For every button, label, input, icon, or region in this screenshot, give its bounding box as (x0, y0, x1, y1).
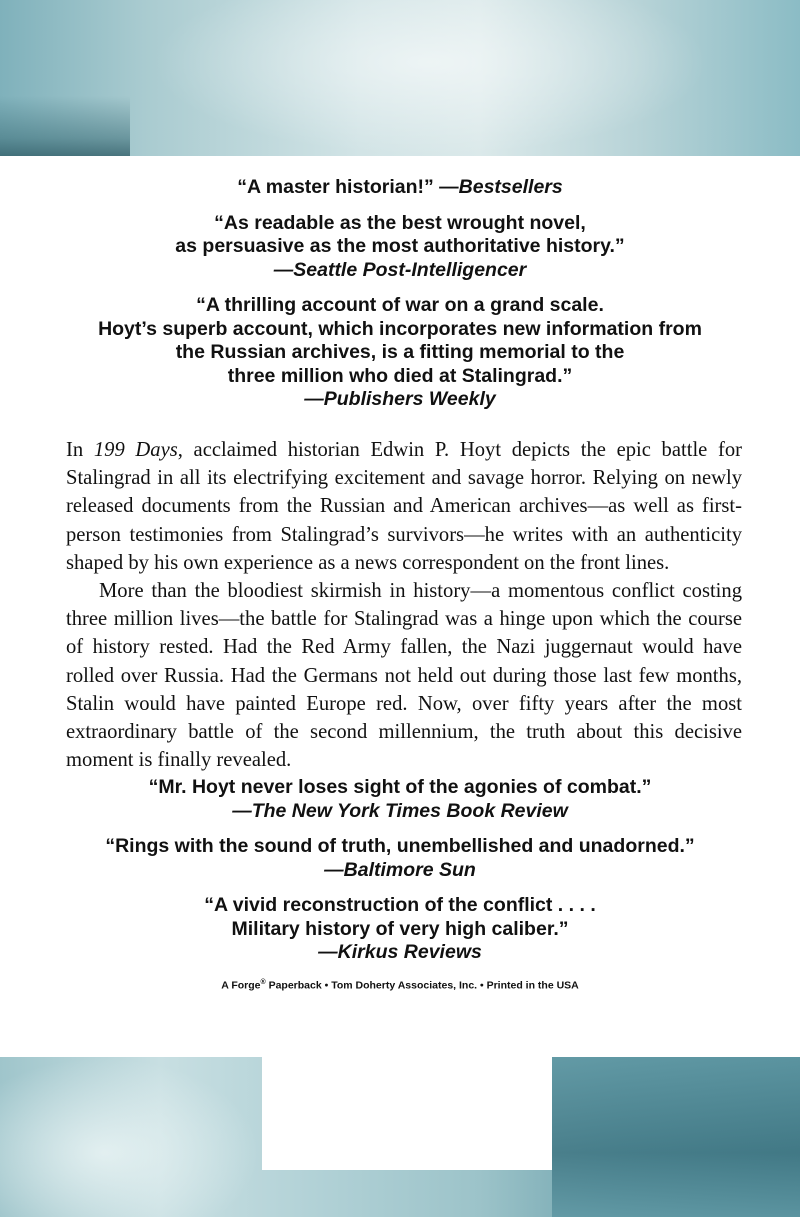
description-line: moment is finally revealed. (66, 749, 292, 772)
description-line: three million lives—the battle for Stalingrad was a hinge upon which the course (66, 608, 742, 631)
quote-line: “As readable as the best wrought novel, (214, 211, 586, 234)
barcode-area (262, 1057, 552, 1170)
quote-source: Bestsellers (458, 176, 563, 198)
description-line: released documents from the Russian and American archives—as well as first- (66, 495, 742, 518)
description-line: Stalingrad in all its electrifying excitement and savage horror. Relying on newly (66, 467, 742, 490)
description-text: , acclaimed historian Edwin P. Hoyt depicts the epic battle for (177, 439, 742, 461)
top-quotes (0, 176, 800, 424)
quote-source: —Publishers Weekly (304, 388, 496, 410)
description-line: shaped by his own experience as a news correspondent on the front lines. (66, 551, 670, 574)
quote-line: “Mr. Hoyt never loses sight of the agonies of combat.” (148, 776, 652, 798)
quote-line: as persuasive as the most authoritative history.” (175, 235, 625, 257)
quote-seattle (0, 212, 800, 283)
book-description (66, 436, 742, 774)
quote-line: three million who died at Stalingrad.” (227, 364, 573, 387)
quote-text: “A master historian!” — (237, 176, 459, 198)
quote-source: —Kirkus Reviews (318, 941, 482, 963)
photo-cloud (0, 1057, 260, 1217)
quote-line: “A vivid reconstruction of the conflict . . . . (204, 894, 596, 916)
quote-nyt (0, 776, 800, 823)
photo-grass (0, 96, 130, 156)
photo-figures (552, 1057, 800, 1217)
photo-haze (150, 0, 710, 156)
description-paragraph-1 (66, 436, 742, 577)
book-title: 199 Days (93, 439, 178, 461)
description-paragraph-2 (66, 577, 742, 774)
description-line (66, 436, 742, 464)
quote-line: “Rings with the sound of truth, unembellished and unadorned.” (105, 835, 695, 857)
quote-source: —The New York Times Book Review (232, 799, 568, 822)
description-line: More than the bloodiest skirmish in history—a momentous conflict costing (99, 580, 742, 603)
description-line: Stalin would have painted Europe red. Now, over fifty years after the most (66, 692, 742, 715)
description-line: person testimonies from Stalingrad’s survivors—he writes with an authenticity (66, 523, 742, 546)
quote-baltimore (0, 835, 800, 882)
quote-line: “A thrilling account of war on a grand scale. (196, 294, 604, 316)
description-line: extraordinary battle of the second millennium, the truth about this decisive (66, 721, 742, 744)
quote-publishers-weekly (0, 294, 800, 412)
quote-source: —Seattle Post-Intelligencer (273, 258, 527, 281)
description-line: of history rested. Had the Red Army fallen, the Nazi juggernaut would have (66, 636, 742, 659)
description-line: rolled over Russia. Had the Germans not held out during those last few months, (66, 664, 742, 687)
quote-source: —Baltimore Sun (324, 858, 476, 881)
bottom-quotes (0, 776, 800, 977)
quote-line: Hoyt’s superb account, which incorporates new information from (98, 317, 702, 340)
publisher-imprint (0, 979, 800, 992)
quote-line: the Russian archives, is a fitting memorial to the (175, 341, 625, 363)
quote-bestsellers (0, 176, 800, 200)
quote-line: Military history of very high caliber.” (231, 917, 569, 940)
description-prefix: In (66, 439, 94, 461)
quote-kirkus (0, 894, 800, 965)
imprint-suffix: Paperback • Tom Doherty Associates, Inc. • Printed in the USA (265, 979, 579, 992)
imprint-prefix: A Forge (221, 979, 261, 992)
cover-photo-top (0, 0, 800, 156)
registered-mark: ® (260, 979, 266, 986)
